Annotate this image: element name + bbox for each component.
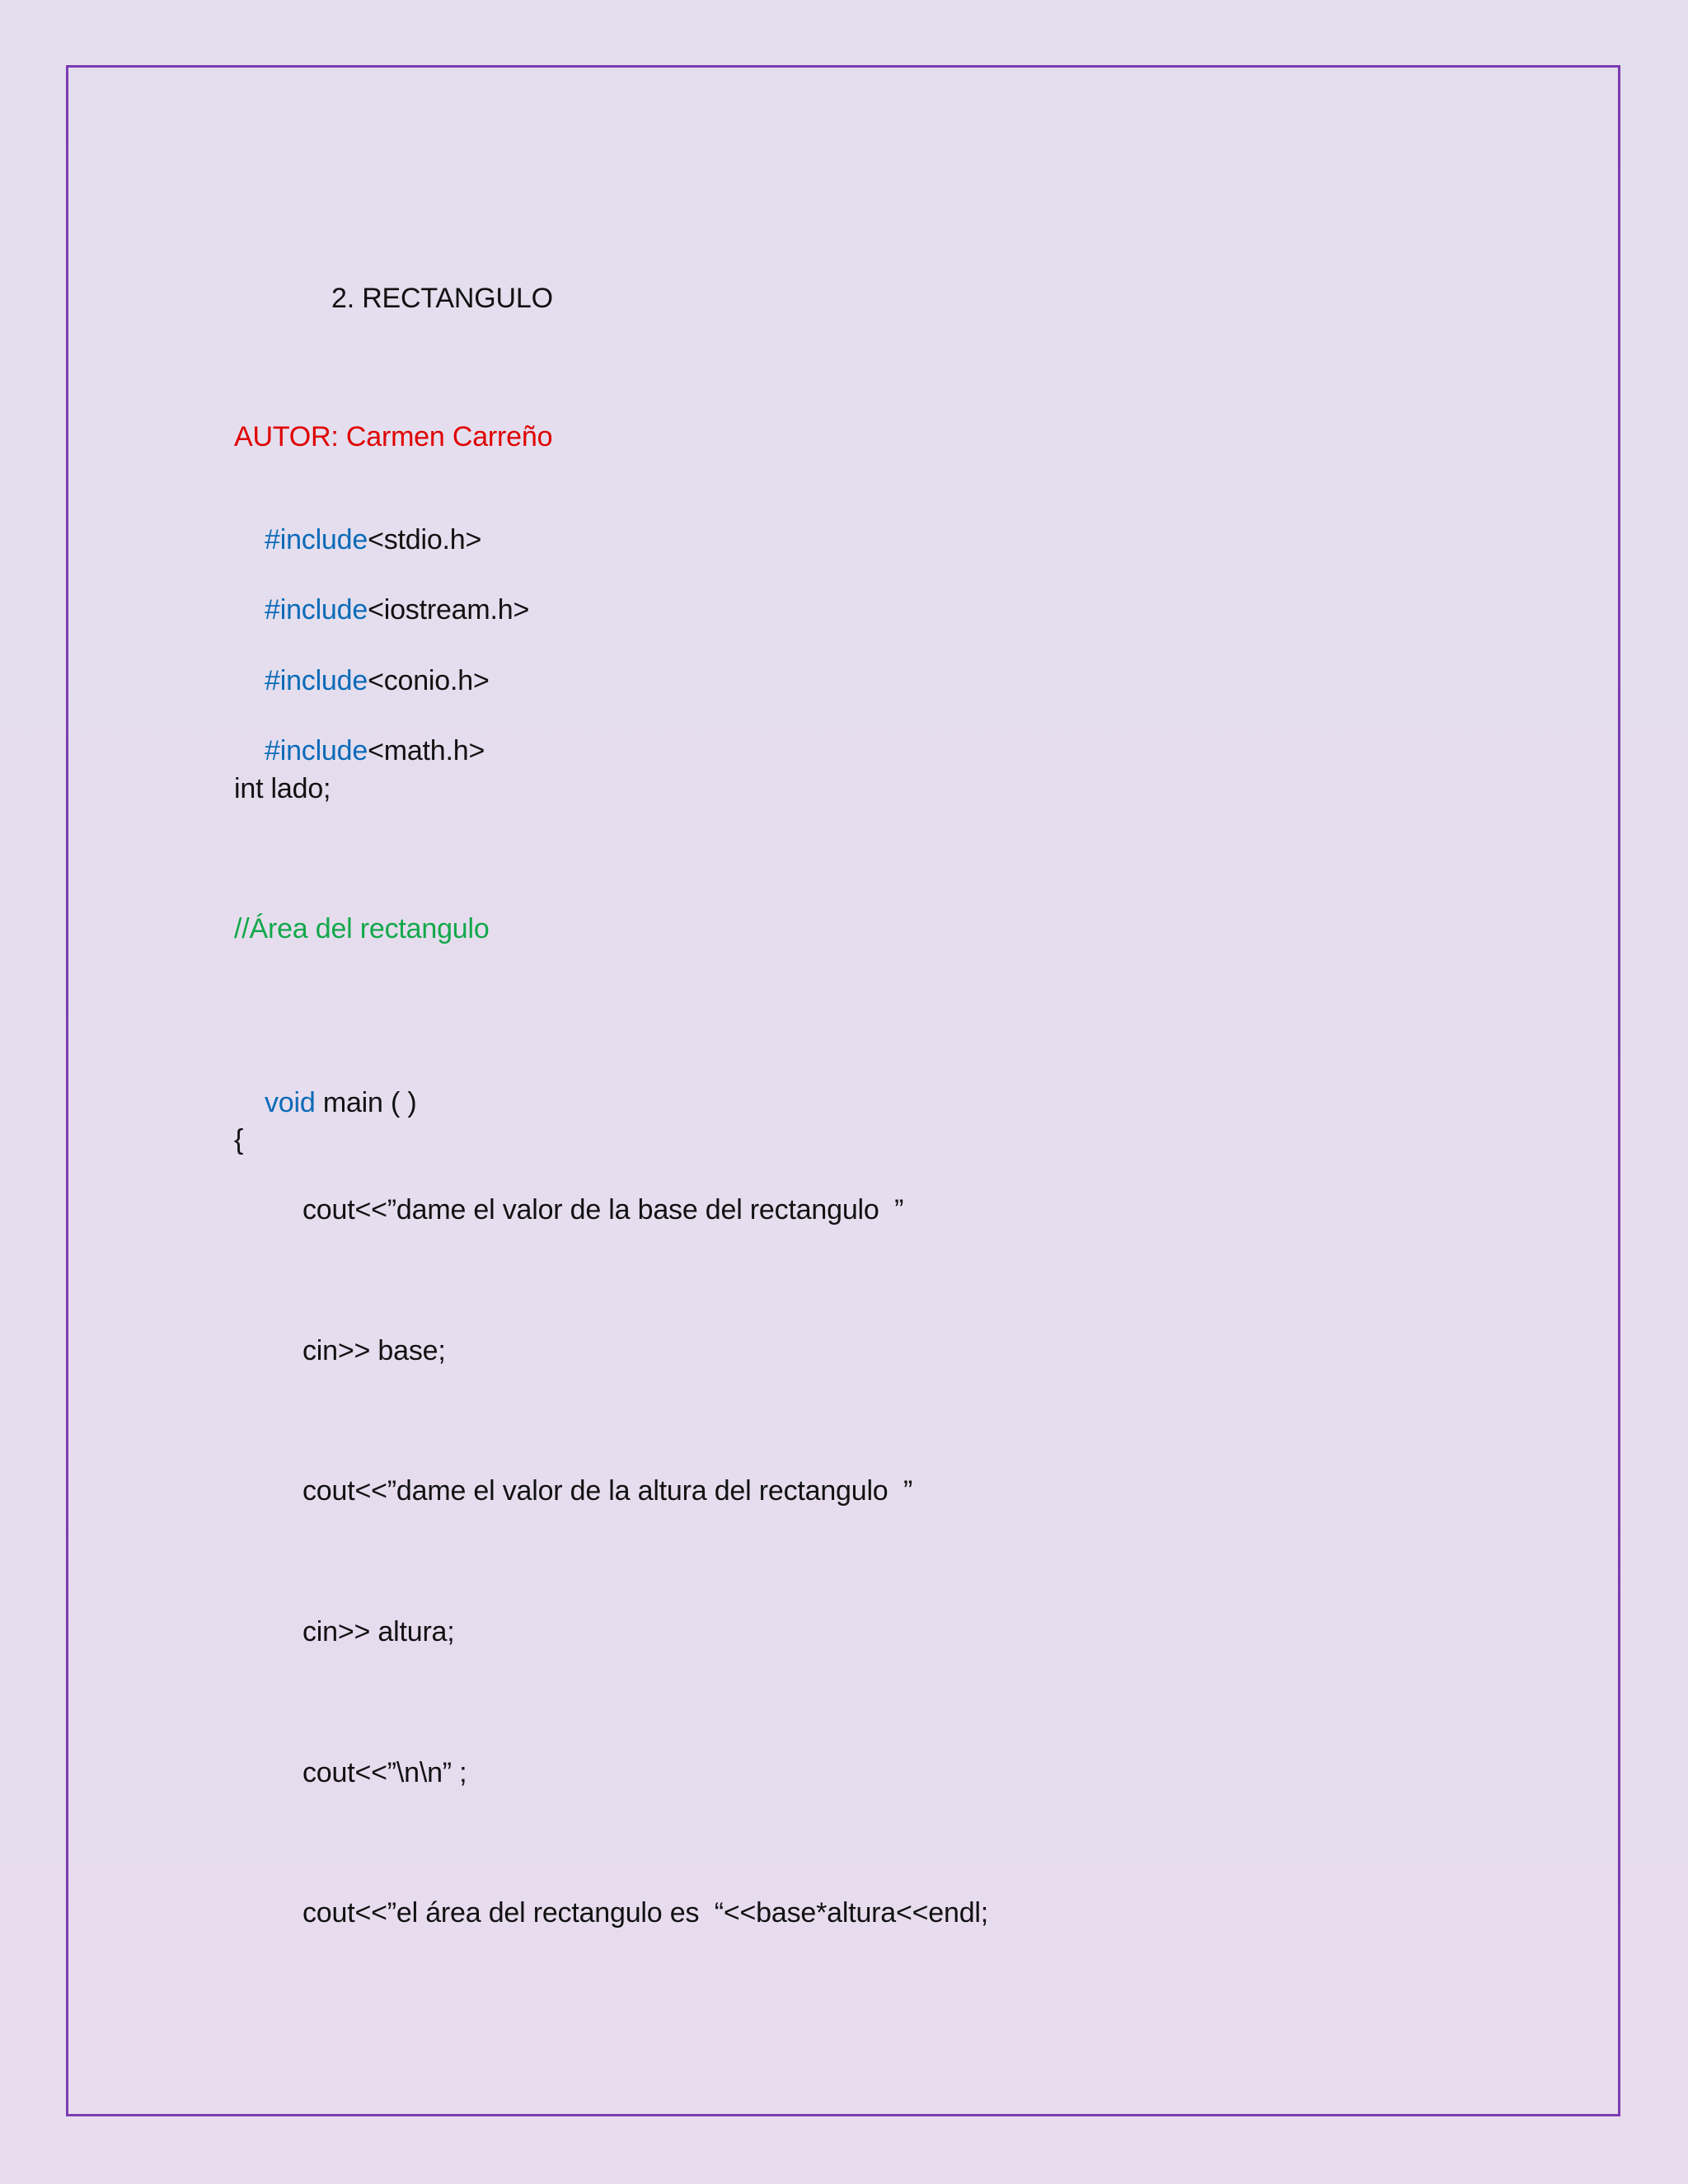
declaration-line: int lado; (234, 773, 331, 804)
statement-line: cout<<”\n\n” ; (302, 1757, 467, 1788)
include-header: <stdio.h> (368, 524, 482, 555)
include-keyword: #include (265, 524, 368, 555)
statement-line: cout<<”dame el valor de la base del rectangulo ” (302, 1194, 904, 1226)
statement-line: cout<<”el área del rectangulo es “<<base*altura<<endl; (302, 1897, 989, 1929)
include-keyword: #include (265, 735, 368, 766)
main-function-text: main ( ) (315, 1087, 417, 1118)
author-line: AUTOR: Carmen Carreño (234, 421, 553, 452)
void-keyword: void (265, 1087, 316, 1118)
open-brace: { (234, 1124, 244, 1155)
include-header: <iostream.h> (368, 594, 530, 626)
include-header: <math.h> (368, 735, 485, 766)
statement-line: cin>> base; (302, 1335, 446, 1366)
main-signature (234, 1053, 416, 1152)
statement-line: cin>> altura; (302, 1616, 455, 1647)
section-title: 2. RECTANGULO (331, 283, 553, 314)
include-header: <conio.h> (368, 665, 490, 696)
comment-line: //Área del rectangulo (234, 913, 490, 944)
include-keyword: #include (265, 594, 368, 626)
include-keyword: #include (265, 665, 368, 696)
statement-line: cout<<”dame el valor de la altura del rectangulo ” (302, 1475, 913, 1507)
